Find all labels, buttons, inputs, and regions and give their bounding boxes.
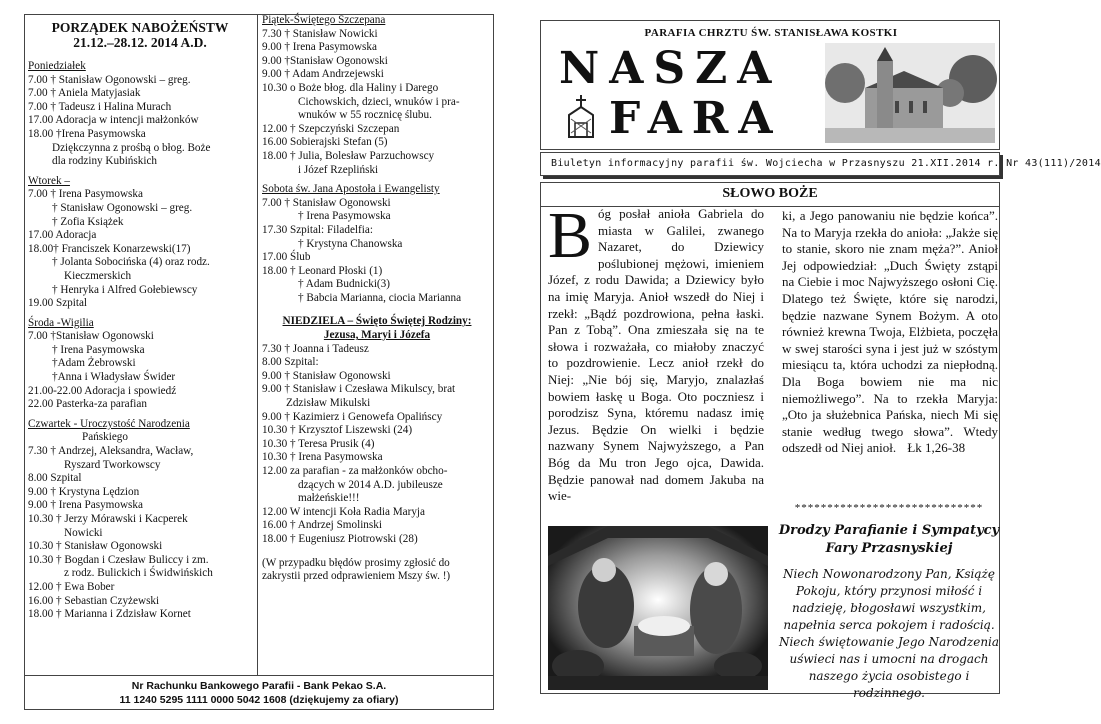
schedule-right-entry: 7.30 † Stanisław Nowicki [262,27,378,40]
schedule-left-entry: 10.30 † Stanisław Ogonowski [28,540,163,553]
gospel-column-right [782,208,998,457]
schedule-left-entry: 21.00-22.00 Adoracja i spowiedź [28,384,177,397]
title-fara: FARA [609,93,783,144]
schedule-left-entry: 10.30 † Jerzy Mórawski i Kacperek [28,513,188,525]
schedule-left-entry: † Zofia Książek [52,215,124,228]
greeting-body: Niech Nowonarodzony Pan, Książę Pokoju, który przynosi miłość i nadzieję, błogosławi wszystkim, napełnia serca pokojem i radością. Niech świętowanie Jego Narodzenia uświeci nas i umocni na drogach naszego życia osobistego i rodzinnego. [778,567,1000,700]
parish-name: PARAFIA CHRZTU ŚW. STANISŁAWA KOSTKI [644,27,898,39]
masthead [540,20,1000,150]
bank-footer [24,676,494,710]
schedule-left-entry: † Stanisław Ogonowski – greg. [52,201,193,214]
schedule-left-entry: 18.00 † Marianna i Zdzisław Kornet [28,608,191,621]
schedule-right-entry: 12.00 † Szepczyński Szczepan [262,122,400,135]
gospel-text-left: óg posłał anioła Gabriela do miasta w Galilei, zwanego Nazaret, do Dziewicy poślubionej mężowi, imieniem Józef, z rodu Dawida; a Dziewicy było na imię Maryja. Anioł wszedł do Niej i rzekł: „Bądź pozdrowiona, pełna łaski. Pan z Tobą”. Ona zmieszała się na te słowa i rozważała, co miałoby znaczyć to pozdrowienie. Lecz anioł rzekł do Niej: „Nie bój się, Maryjo, znalazłaś bowiem łaskę u Boga. Oto poczniesz i porodzisz Syna, któremu nadasz imię Jezus. Będzie On wielki i będzie nazwany Synem Najwyższego, a Pan Bóg da Mu tron Jego ojca, Dawida. Będzie panował nad domem Jakuba na wie- [548,206,764,504]
schedule-left-entry: 7.00 † Tadeusz i Halina Murach [28,100,172,113]
schedule-left-day-heading: Czwartek - Uroczystość Narodzenia [28,417,190,430]
schedule-left-entry: 7.00 † Stanisław Ogonowski – greg. [28,73,191,86]
schedule-left-entry: 17.00 Adoracja w intencji małżonków [28,114,199,127]
schedule-left-entry: † Irena Pasymowska [52,343,145,356]
greeting-title-line2: Fary Przasnyskiej [825,541,953,556]
schedule-right-entry: 16.00 † Andrzej Smolinski [262,519,382,532]
schedule-right-entry: 10.30 † Teresa Prusik (4) [262,437,375,450]
schedule-right-entry: 8.00 Szpital: [262,356,319,369]
schedule-right-entry: 9.00 † Stanisław i Czesława Mikulscy, brat [262,383,456,396]
schedule-left-entry: 16.00 † Sebastian Czyżewski [28,594,160,607]
schedule-left-entry: Nowicki [64,526,103,539]
schedule-left-day-heading: Pańskiego [82,431,128,444]
church-cross-logo-icon [561,93,601,141]
schedule-left-entry: † Henryka i Alfred Gołebiewscy [52,283,198,296]
title-nasza: NASZA [559,43,782,94]
schedule-left-day-heading: Środa -Wigilia [28,316,94,329]
schedule-right-entry: 12.00 za parafian - za małżonków obcho- [262,465,448,477]
schedule-right-day-heading: Piątek-Świętego Szczepana [262,14,386,26]
bulletin-info-bar: Biuletyn informacyjny parafii św. Wojciecha w Przasnyszu 21.XII.2014 r. Nr 43(111)/2014 [540,152,1000,176]
schedule-title [24,20,256,50]
thanks-note: (dziękujemy za ofiary) [289,694,399,706]
church-building-photo-icon [825,43,995,143]
nativity-scene-image-icon [548,526,768,690]
schedule-left-entry: 8.00 Szpital [28,472,82,485]
schedule-left-day-heading: Poniedziałek [28,60,86,72]
schedule-right-entry: † Krystyna Chanowska [298,237,403,250]
greeting-title [778,522,1000,558]
schedule-right-entry: † Adam Budnicki(3) [298,278,390,291]
schedule-left-entry: Kieczmerskich [64,269,132,282]
schedule-left-entry: 18.00† Franciszek Konarzewski(17) [28,242,191,255]
schedule-left-entry: 7.00 † Aniela Matyjasiak [28,87,141,100]
schedule-column-left [28,60,256,622]
schedule-left-entry: Ryszard Tworkowscy [64,458,161,471]
greeting-title-line1: Drodzy Parafianie i Sympatycy [778,523,1000,538]
schedule-left-entry: 10.30 † Bogdan i Czesław Buliccy i zm. [28,553,209,566]
schedule-right-entry: 17.30 Szpital: Filadelfia: [262,223,373,236]
schedule-right-entry: 10.30 † Krzysztof Liszewski (24) [262,424,413,437]
schedule-right-entry: 18.00 † Eugeniusz Piotrowski (28) [262,532,418,545]
drop-cap: B [548,199,593,272]
schedule-right-entry: 12.00 W intencji Koła Radia Maryja [262,505,426,518]
schedule-left-day-heading: Wtorek – [28,174,70,187]
schedule-right-entry: 10.30 † Irena Pasymowska [262,451,383,464]
schedule-right-entry: (W przypadku błędów prosimy zgłosić do [262,556,450,569]
schedule-right-entry: 9.00 †Stanisław Ogonowski [262,54,388,67]
schedule-left-entry: 19.00 Szpital [28,297,88,310]
gospel-text-right: ki, a Jego panowaniu nie będzie końca”. Na to Maryja rzekła do anioła: „Jakże się to stanie, skoro nie znam męża?”. Anioł Jej odpowiedział: „Duch Święty zstąpi na Ciebie i moc Najwyższego osłoni Cię. Dlatego też Święte, które się narodzi, będzie nazwane Synem Bożym. A oto również krewna Twoja, Elżbieta, poczęła w swej starości syna i jest już w szóstym miesiącu ta, która uchodzi za niepłodną. Dla Boga bowiem nie ma nic niemożliwego”. Na to rzekła Maryja: „Oto ja służebnica Pańska, niech Mi się stanie według twego słowa”. Wtedy odszedł od Niej anioł. [782,208,998,456]
column-divider [257,14,258,676]
word-of-god-title: SŁOWO BOŻE [540,182,1000,206]
schedule-left-entry: 9.00 † Krystyna Lędzion [28,485,140,498]
schedule-right-entry: Cichowskich, dzieci, wnuków i pra- [298,95,460,108]
schedule-left-entry: Dziękczynna z prośbą o błog. Boże [52,141,211,154]
schedule-left-entry: z rodz. Bulickich i Świdwińskich [64,567,213,580]
schedule-left-entry: †Anna i Władysław Świder [52,371,176,384]
schedule-right-entry: 9.00 † Stanisław Ogonowski [262,369,391,382]
schedule-title-line2: 21.12.–28.12. 2014 A.D. [73,35,207,50]
schedule-right-entry: † Irena Pasymowska [298,210,391,223]
schedule-right-entry: 9.00 † Adam Andrzejewski [262,68,384,81]
schedule-right-entry: małżeńskie!!! [298,492,360,505]
schedule-left-entry: dla rodziny Kubińskich [52,155,158,168]
schedule-right-entry: 18.00 † Leonard Płoski (1) [262,264,383,277]
schedule-right-entry: 9.00 † Kazimierz i Genowefa Opalińscy [262,410,443,423]
star-separator: ***************************** [794,502,984,514]
schedule-right-entry: † Babcia Marianna, ciocia Marianna [298,291,462,304]
schedule-left-entry: 22.00 Pasterka-za parafian [28,398,147,411]
schedule-left-entry: †Adam Żebrowski [52,357,136,370]
schedule-title-line1: PORZĄDEK NABOŻEŃSTW [51,20,229,35]
schedule-right-entry: dzących w 2014 A.D. jubileusze [298,478,443,491]
schedule-left-entry: 7.30 † Andrzej, Aleksandra, Wacław, [28,445,194,458]
schedule-left-entry: 7.00 †Stanisław Ogonowski [28,330,154,343]
schedule-right-entry: zakrystii przed odprawieniem Mszy św. !) [262,570,451,583]
schedule-right-entry: wnuków w 55 rocznicę ślubu. [298,109,432,122]
schedule-right-entry: 16.00 Sobierajski Stefan (5) [262,136,388,149]
schedule-right-day-heading: Jezusa, Maryi i Józefa [323,329,431,342]
bank-account-line [25,693,493,707]
bank-account-number: 11 1240 5295 1111 0000 5042 1608 [119,694,287,706]
schedule-right-entry: 10.30 o Boże błog. dla Haliny i Darego [262,81,439,94]
schedule-left-entry: 9.00 † Irena Pasymowska [28,499,143,512]
schedule-right-day-heading: NIEDZIELA – Święto Świętej Rodziny: [282,315,472,328]
schedule-right-entry: 17.00 Ślub [262,251,311,264]
schedule-left-entry: † Jolanta Sobocińska (4) oraz rodz. [52,256,210,269]
schedule-left-entry: 18.00 †Irena Pasymowska [28,127,146,140]
schedule-right-entry: 7.00 † Stanisław Ogonowski [262,196,391,209]
gospel-column-left [548,199,764,505]
schedule-right-entry: 18.00 † Julia, Bolesław Parzuchowscy [262,149,435,162]
schedule-right-entry: 7.30 † Joanna i Tadeusz [262,342,369,355]
schedule-right-entry: Zdzisław Mikulski [286,397,371,410]
schedule-left-entry: 17.00 Adoracja [28,229,97,242]
schedule-left-entry: 12.00 † Ewa Bober [28,580,115,593]
bank-name-line: Nr Rachunku Bankowego Parafii - Bank Pekao S.A. [131,680,387,692]
schedule-column-right [262,14,492,584]
schedule-right-entry: i Józef Rzepliński [298,163,379,176]
schedule-right-entry: 9.00 † Irena Pasymowska [262,41,377,54]
schedule-right-day-heading: Sobota św. Jana Apostoła i Ewangelisty [262,183,440,196]
gospel-reference: Łk 1,26-38 [907,440,966,456]
schedule-left-entry: 7.00 † Irena Pasymowska [28,188,143,201]
